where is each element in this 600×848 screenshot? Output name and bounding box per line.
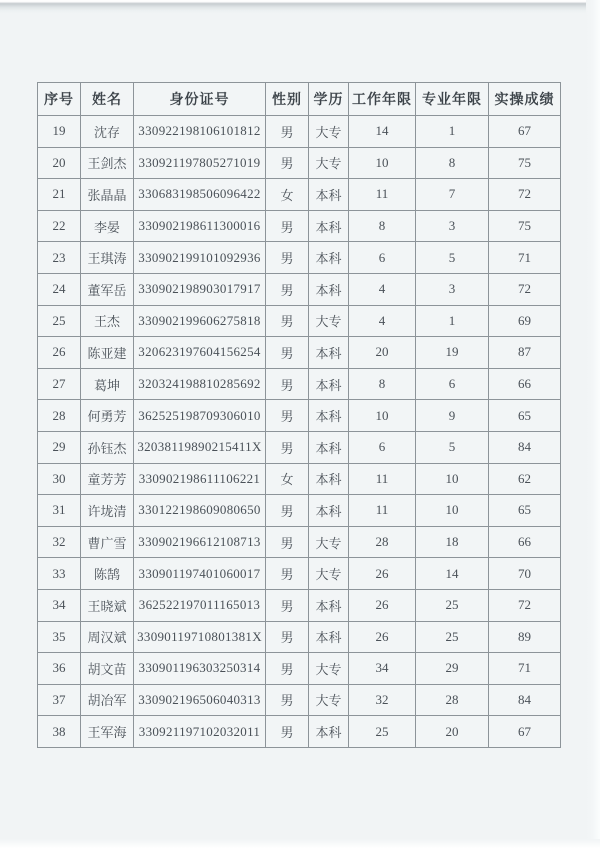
table-cell-index: 34 [38,589,81,621]
table-cell-major-years: 25 [416,621,489,653]
table-cell-major-years: 5 [416,431,489,463]
table-cell-work-years: 34 [349,653,416,685]
table-cell-major-years: 28 [416,684,489,716]
table-cell-major-years: 14 [416,558,489,590]
table-cell-major-years: 1 [416,116,489,148]
table-cell-idnum: 330902199606275818 [134,305,266,337]
table-cell-major-years: 19 [416,337,489,369]
header-cell-id-number: 身份证号 [134,83,266,116]
table-row [38,431,561,463]
table-cell-name: 张晶晶 [81,179,134,211]
table-cell-gender: 男 [266,716,309,748]
table-cell-score: 87 [489,337,561,369]
table-cell-idnum: 330122198609080650 [134,495,266,527]
table-cell-idnum: 330902196612108713 [134,526,266,558]
table-row [38,526,561,558]
table-cell-score: 67 [489,116,561,148]
table-cell-major-years: 3 [416,273,489,305]
table-cell-education: 本科 [309,463,349,495]
table-row [38,273,561,305]
table-cell-name: 王琪涛 [81,242,134,274]
table-cell-gender: 男 [266,526,309,558]
table-cell-score: 65 [489,400,561,432]
table-cell-name: 陈亚建 [81,337,134,369]
table-body [38,116,561,748]
table-cell-index: 21 [38,179,81,211]
table-cell-work-years: 6 [349,242,416,274]
table-cell-work-years: 20 [349,337,416,369]
table-cell-gender: 男 [266,368,309,400]
table-cell-major-years: 7 [416,179,489,211]
table-cell-education: 大专 [309,526,349,558]
table-cell-major-years: 5 [416,242,489,274]
table-cell-education: 大专 [309,147,349,179]
header-cell-gender: 性别 [266,83,309,116]
table-cell-education: 本科 [309,431,349,463]
table-cell-education: 本科 [309,621,349,653]
table-cell-work-years: 32 [349,684,416,716]
table-cell-idnum: 320623197604156254 [134,337,266,369]
table-cell-score: 72 [489,589,561,621]
table-cell-work-years: 25 [349,716,416,748]
table-cell-name: 陈鹄 [81,558,134,590]
table-cell-index: 37 [38,684,81,716]
table-cell-score: 71 [489,653,561,685]
scan-edge-right [586,0,600,848]
table-cell-score: 89 [489,621,561,653]
table-cell-gender: 女 [266,179,309,211]
table-cell-score: 72 [489,273,561,305]
table-cell-education: 本科 [309,273,349,305]
table-cell-work-years: 4 [349,305,416,337]
table-cell-work-years: 11 [349,463,416,495]
table-row [38,621,561,653]
table-cell-work-years: 28 [349,526,416,558]
table-cell-score: 71 [489,242,561,274]
table-cell-idnum: 330683198506096422 [134,179,266,211]
table-cell-score: 84 [489,684,561,716]
table-cell-gender: 男 [266,273,309,305]
table-cell-index: 36 [38,653,81,685]
table-cell-idnum: 330901197401060017 [134,558,266,590]
scan-edge-top [0,0,600,14]
table-cell-name: 何勇芳 [81,400,134,432]
applicants-table [37,82,561,748]
table-cell-idnum: 330902198611106221 [134,463,266,495]
table-cell-idnum: 32038119890215411X [134,431,266,463]
header-cell-name: 姓名 [81,83,134,116]
table-cell-index: 38 [38,716,81,748]
header-cell-work-years: 工作年限 [349,83,416,116]
table-cell-idnum: 330902199101092936 [134,242,266,274]
table-cell-score: 69 [489,305,561,337]
table-cell-name: 董军岳 [81,273,134,305]
table-cell-major-years: 20 [416,716,489,748]
table-cell-education: 大专 [309,684,349,716]
table-cell-score: 62 [489,463,561,495]
table-cell-idnum: 362522197011165013 [134,589,266,621]
table-cell-index: 24 [38,273,81,305]
table-cell-gender: 男 [266,558,309,590]
table-cell-index: 29 [38,431,81,463]
table-row [38,684,561,716]
table-cell-gender: 男 [266,305,309,337]
table-cell-score: 70 [489,558,561,590]
table-cell-major-years: 18 [416,526,489,558]
table-cell-work-years: 10 [349,400,416,432]
table-cell-education: 本科 [309,495,349,527]
table-cell-education: 大专 [309,558,349,590]
table-cell-gender: 男 [266,684,309,716]
table-cell-index: 35 [38,621,81,653]
table-cell-gender: 男 [266,653,309,685]
table-cell-index: 30 [38,463,81,495]
table-cell-score: 67 [489,716,561,748]
table-cell-gender: 男 [266,495,309,527]
table-cell-index: 23 [38,242,81,274]
table-cell-major-years: 10 [416,495,489,527]
table-cell-gender: 男 [266,116,309,148]
table-cell-major-years: 25 [416,589,489,621]
table-row [38,210,561,242]
table-row [38,147,561,179]
table-row [38,368,561,400]
table-cell-idnum: 33090119710801381X [134,621,266,653]
header-cell-major-years: 专业年限 [416,83,489,116]
table-cell-work-years: 4 [349,273,416,305]
header-row [38,83,561,116]
table-cell-work-years: 10 [349,147,416,179]
table-cell-index: 22 [38,210,81,242]
table-cell-index: 26 [38,337,81,369]
table-cell-idnum: 362525198709306010 [134,400,266,432]
header-cell-education: 学历 [309,83,349,116]
table-cell-name: 周汉斌 [81,621,134,653]
table-cell-idnum: 330921197805271019 [134,147,266,179]
table-cell-work-years: 26 [349,589,416,621]
table-cell-gender: 男 [266,400,309,432]
table-cell-work-years: 8 [349,210,416,242]
table-cell-score: 75 [489,147,561,179]
table-cell-major-years: 10 [416,463,489,495]
table-cell-major-years: 29 [416,653,489,685]
table-cell-idnum: 320324198810285692 [134,368,266,400]
table-cell-score: 66 [489,526,561,558]
table-cell-work-years: 26 [349,621,416,653]
table-cell-gender: 男 [266,621,309,653]
table-cell-name: 王晓斌 [81,589,134,621]
table-row [38,179,561,211]
table-row [38,558,561,590]
table-cell-index: 32 [38,526,81,558]
table-row [38,589,561,621]
table-cell-name: 葛坤 [81,368,134,400]
table-cell-education: 本科 [309,179,349,211]
table-cell-index: 31 [38,495,81,527]
table-cell-idnum: 330922198106101812 [134,116,266,148]
table-cell-education: 大专 [309,116,349,148]
table-cell-work-years: 6 [349,431,416,463]
table-cell-score: 84 [489,431,561,463]
table-cell-name: 王剑杰 [81,147,134,179]
table-cell-education: 本科 [309,368,349,400]
table-cell-education: 本科 [309,589,349,621]
table-cell-work-years: 26 [349,558,416,590]
table-cell-index: 28 [38,400,81,432]
table-row [38,653,561,685]
table-cell-index: 25 [38,305,81,337]
table-cell-index: 33 [38,558,81,590]
table-cell-work-years: 14 [349,116,416,148]
table-row [38,305,561,337]
table-cell-score: 72 [489,179,561,211]
table-cell-education: 本科 [309,400,349,432]
table-cell-name: 曹广雪 [81,526,134,558]
table-cell-name: 胡冶军 [81,684,134,716]
table-cell-score: 65 [489,495,561,527]
table-cell-education: 本科 [309,242,349,274]
table-header [38,83,561,116]
table-cell-gender: 男 [266,589,309,621]
table-row [38,463,561,495]
header-cell-index: 序号 [38,83,81,116]
table-cell-idnum: 330921197102032011 [134,716,266,748]
table-cell-education: 大专 [309,653,349,685]
table-cell-name: 许垅清 [81,495,134,527]
header-cell-score: 实操成绩 [489,83,561,116]
table-cell-score: 75 [489,210,561,242]
table-cell-major-years: 3 [416,210,489,242]
table-cell-index: 19 [38,116,81,148]
table-cell-name: 王军海 [81,716,134,748]
table-cell-major-years: 1 [416,305,489,337]
scan-edge-bottom [0,839,600,848]
table-cell-index: 20 [38,147,81,179]
table-cell-score: 66 [489,368,561,400]
table-cell-name: 孙钰杰 [81,431,134,463]
table-cell-education: 本科 [309,716,349,748]
table-cell-work-years: 11 [349,495,416,527]
table-cell-major-years: 6 [416,368,489,400]
table-row [38,116,561,148]
table-row [38,242,561,274]
table-cell-idnum: 330901196303250314 [134,653,266,685]
table-cell-idnum: 330902198903017917 [134,273,266,305]
table-row [38,337,561,369]
table-cell-major-years: 9 [416,400,489,432]
table-cell-idnum: 330902198611300016 [134,210,266,242]
table-cell-gender: 男 [266,242,309,274]
table-cell-name: 王杰 [81,305,134,337]
table-cell-education: 本科 [309,210,349,242]
table-cell-index: 27 [38,368,81,400]
table-cell-gender: 男 [266,210,309,242]
table-cell-name: 童芳芳 [81,463,134,495]
table-cell-name: 胡文苗 [81,653,134,685]
table-row [38,716,561,748]
table-cell-name: 李晏 [81,210,134,242]
table-cell-gender: 男 [266,147,309,179]
table-cell-education: 本科 [309,337,349,369]
table-cell-work-years: 11 [349,179,416,211]
table-row [38,495,561,527]
table-cell-name: 沈存 [81,116,134,148]
table-cell-major-years: 8 [416,147,489,179]
table-cell-education: 大专 [309,305,349,337]
table-cell-gender: 男 [266,337,309,369]
table-row [38,400,561,432]
table-cell-gender: 女 [266,463,309,495]
table-cell-work-years: 8 [349,368,416,400]
table-cell-gender: 男 [266,431,309,463]
table-cell-idnum: 330902196506040313 [134,684,266,716]
